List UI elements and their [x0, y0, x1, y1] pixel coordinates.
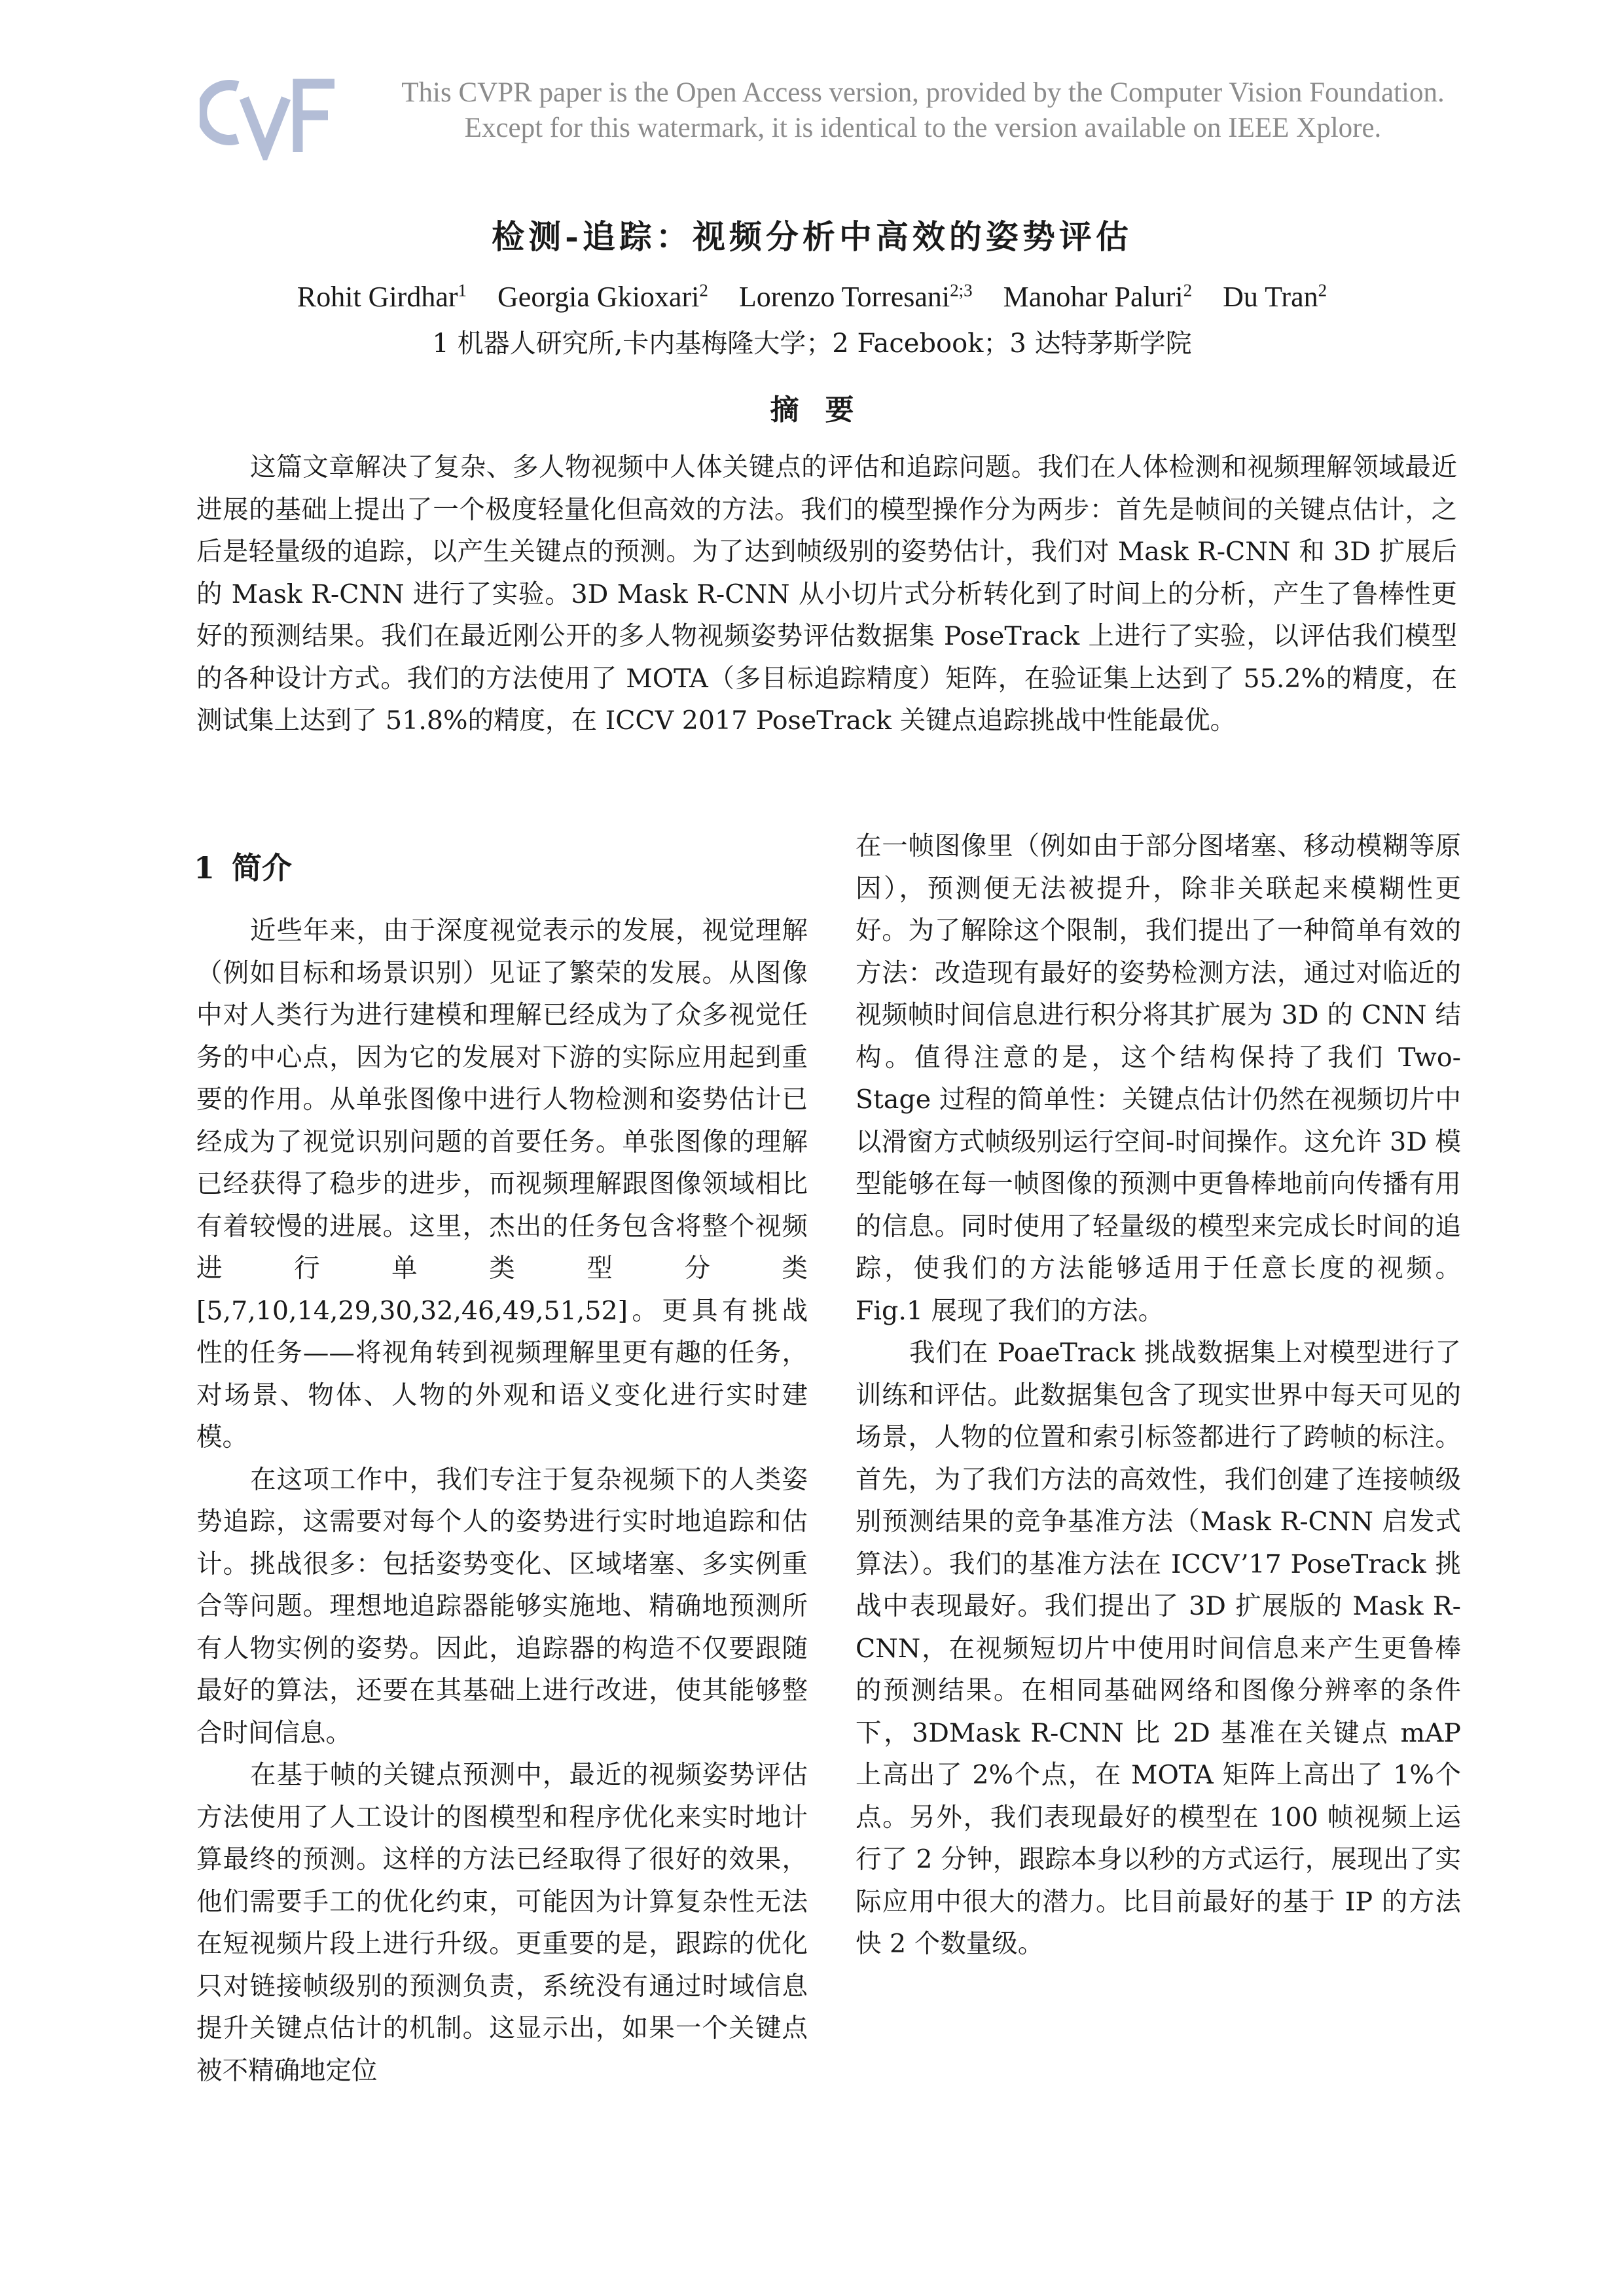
- watermark-line-1: This CVPR paper is the Open Access version, provided by the Computer Vision Foundation.: [401, 77, 1445, 108]
- abstract-text: 这篇文章解决了复杂、多人物视频中人体关键点的评估和追踪问题。我们在人体检测和视频理解领域最近进展的基础上提出了一个极度轻量化但高效的方法。我们的模型操作分为两步：首先是帧间的关键点估计，之后是轻量级的追踪，以产生关键点的预测。为了达到帧级别的姿势估计，我们对 Mask R-CNN 和 3D 扩展后的 Mask R-CNN 进行了实验。3D Mask R-CNN 从小切片式分析转化到了时间上的分析，产生了鲁棒性更好的预测结果。我们在最近刚公开的多人物视频姿势评估数据集 PoseTrack 上进行了实验，以评估我们模型的各种设计方式。我们的方法使用了 MOTA（多目标追踪精度）矩阵，在验证集上达到了 55.2%的精度，在测试集上达到了 51.8%的精度，在 ICCV 2017 PoseTrack 关键点追踪挑战中性能最优。: [196, 452, 1457, 736]
- section-heading: [194, 844, 292, 888]
- section-title: 简介: [232, 850, 293, 886]
- paragraph: 在基于帧的关键点预测中，最近的视频姿势评估方法使用了人工设计的图模型和程序优化来实时地计算最终的预测。这样的方法已经取得了很好的效果，他们需要手工的优化约束，可能因为计算复杂性无法在短视频片段上进行升级。更重要的是，跟踪的优化只对链接帧级别的预测负责，系统没有通过时域信息提升关键点估计的机制。这显示出，如果一个关键点被不精确地定位: [196, 1760, 808, 2086]
- paragraph: 近些年来，由于深度视觉表示的发展，视觉理解（例如目标和场景识别）见证了繁荣的发展。从图像中对人类行为进行建模和理解已经成为了众多视觉任务的中心点，因为它的发展对下游的实际应用起到重要的作用。从单张图像中进行人物检测和姿势估计已经成为了视觉识别问题的首要任务。单张图像的理解已经获得了稳步的进步，而视频理解跟图像领域相比有着较慢的进展。这里，杰出的任务包含将整个视频进行单类型分类[5,7,10,14,29,30,32,46,49,51,52]。更具有挑战性的任务——将视角转到视频理解里更有趣的任务，对场景、物体、人物的外观和语义变化进行实时建模。: [196, 916, 808, 1452]
- right-column: [856, 825, 1461, 1965]
- abstract: [196, 446, 1457, 742]
- author: Rohit Girdhar$^1$: [297, 280, 467, 313]
- watermark-line-2: Except for this watermark, it is identical to the version available on IEEE Xplore.: [464, 113, 1382, 143]
- section-number: 1: [194, 850, 215, 886]
- author-list: [0, 280, 1624, 314]
- author: Lorenzo Torresani$^{2;3}$: [738, 280, 973, 313]
- left-column: [196, 910, 808, 2092]
- open-access-watermark: [367, 75, 1479, 146]
- paragraph: 我们在 PoaeTrack 挑战数据集上对模型进行了训练和评估。此数据集包含了现实世界中每天可见的场景，人物的位置和索引标签都进行了跨帧的标注。首先，为了我们方法的高效性，我们创建了连接帧级别预测结果的竞争基准方法（Mask R-CNN 启发式算法）。我们的基准方法在 ICCV’17 PoseTrack 挑战中表现最好。我们提出了 3D 扩展版的 Mask R-CNN，在视频短切片中使用时间信息来产生更鲁棒的预测结果。在相同基础网络和图像分辨率的条件下，3DMask R-CNN 比 2D 基准在关键点 mAP 上高出了 2%个点，在 MOTA 矩阵上高出了 1%个点。另外，我们表现最好的模型在 100 帧视频上运行了 2 分钟，跟踪本身以秒的方式运行，展现出了实际应用中很大的潜力。比目前最好的基于 IP 的方法快 2 个数量级。: [856, 1338, 1461, 1959]
- author: Manohar Paluri$^2$: [1003, 280, 1193, 313]
- cvf-logo: [200, 72, 340, 160]
- author: Du Tran$^2$: [1223, 280, 1327, 313]
- author: Georgia Gkioxari$^2$: [497, 280, 708, 313]
- paragraph: 在一帧图像里（例如由于部分图堵塞、移动模糊等原因），预测便无法被提升，除非关联起来模糊性更好。为了解除这个限制，我们提出了一种简单有效的方法：改造现有最好的姿势检测方法，通过对临近的视频帧时间信息进行积分将其扩展为 3D 的 CNN 结构。值得注意的是，这个结构保持了我们 Two-Stage 过程的简单性：关键点估计仍然在视频切片中以滑窗方式帧级别运行空间-时间操作。这允许 3D 模型能够在每一帧图像的预测中更鲁棒地前向传播有用的信息。同时使用了轻量级的模型来完成长时间的追踪，使我们的方法能够适用于任意长度的视频。Fig.1 展现了我们的方法。: [856, 831, 1461, 1326]
- paper-title: 检测-追踪：视频分析中高效的姿势评估: [492, 217, 1132, 256]
- affiliations: 1 机器人研究所,卡内基梅隆大学；2 Facebook；3 达特茅斯学院: [432, 329, 1192, 359]
- paragraph: 在这项工作中，我们专注于复杂视频下的人类姿势追踪，这需要对每个人的姿势进行实时地追踪和估计。挑战很多：包括姿势变化、区域堵塞、多实例重合等问题。理想地追踪器能够实施地、精确地预测所有人物实例的姿势。因此，追踪器的构造不仅要跟随最好的算法，还要在其基础上进行改进，使其能够整合时间信息。: [196, 1464, 808, 1748]
- abstract-heading: 摘要: [770, 393, 880, 427]
